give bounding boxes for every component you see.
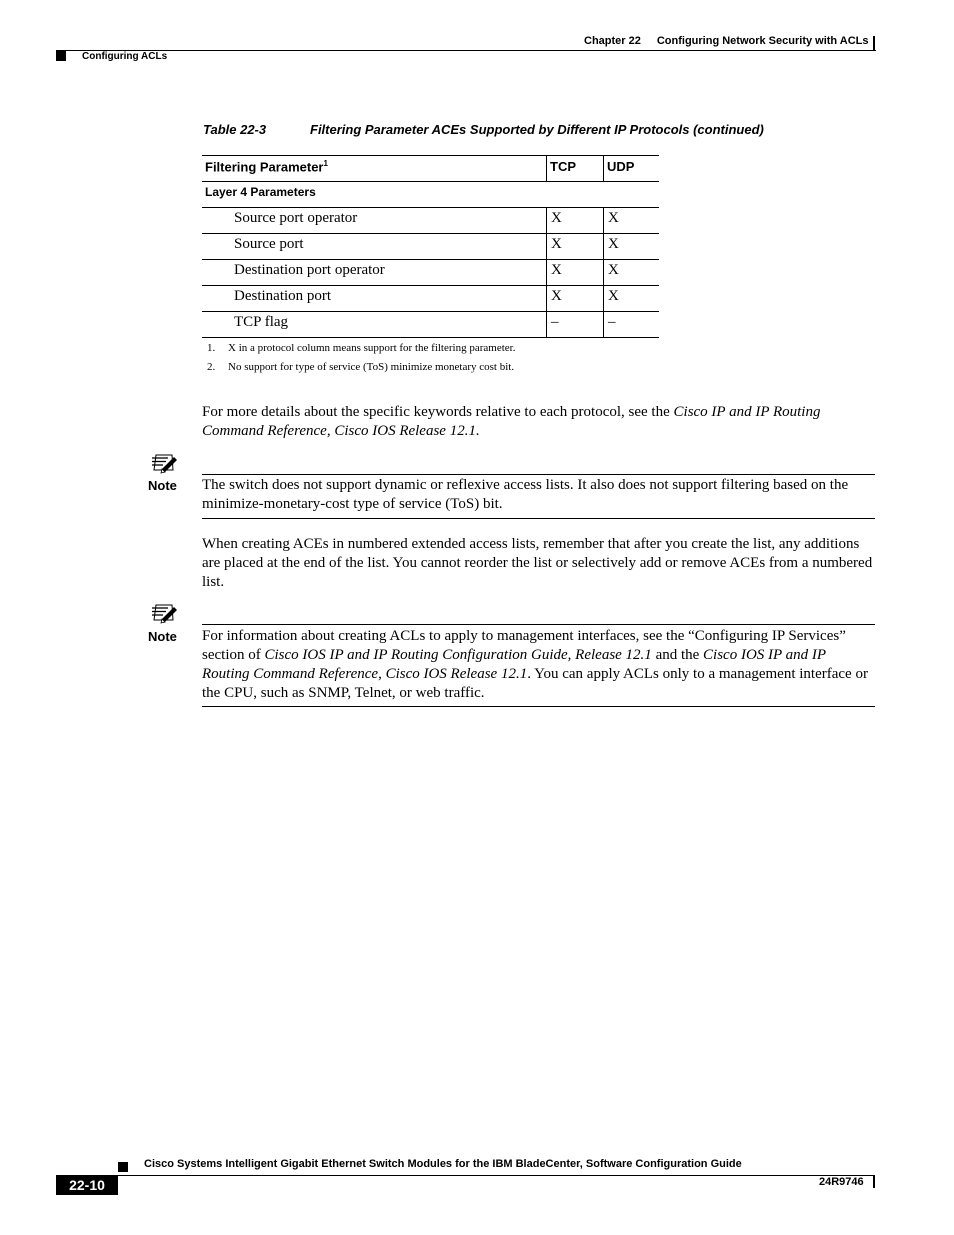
table-number: Table 22-3 [203,122,267,137]
tcp-cell: X [546,260,603,285]
pencil-note-icon [150,602,178,624]
header-rule [56,50,876,51]
table-row [202,312,659,338]
note-text: The switch does not support dynamic or reflexive access lists. It also does not support filtering based on the minimize-monetary-cost type of service (ToS) bit. [202,477,849,512]
table-footnote: 2. No support for type of service (ToS) minimize monetary cost bit. [207,361,515,373]
running-header [584,35,869,47]
note-bottom-rule [202,706,875,707]
body-paragraph: When creating ACEs in numbered extended access lists, remember that after you create the list, any additions are placed at the end of the list. You cannot reorder the list or selectively add or remove ACEs from a numbered list. [202,536,873,590]
section-title: Configuring ACLs [82,51,168,62]
header-marker [56,51,66,61]
filtering-parameter-table [202,155,659,338]
udp-cell: X [603,260,659,285]
header-tick [873,36,875,50]
chapter-number: Chapter 22 [584,35,641,47]
param-cell: Destination port [234,288,332,304]
note-label: Note [148,478,177,493]
table-row [202,286,659,312]
document-number: 24R9746 [819,1176,864,1188]
param-cell: Source port [234,236,304,252]
column-header-udp: UDP [603,156,659,181]
table-footnote: 1. X in a protocol column means support for the filtering parameter. [207,342,516,354]
udp-cell: X [603,208,659,233]
note-text: For information about creating ACLs to apply to management interfaces, see the “Configuring IP Services” section of Cisco IOS IP and IP Routing Configuration Guide, Release 12.1 and the Cisco IOS IP and IP Routing Command Reference, Cisco IOS Release 12.1. You can apply ACLs only to a management interface or the CPU, such as SNMP, Telnet, or web traffic. [202,628,868,701]
param-cell: Source port operator [234,210,358,226]
reference-title: Cisco IOS IP and IP Routing Command Reference, Cisco IOS Release 12.1 [202,647,826,682]
footer-rule [118,1175,875,1176]
reference-title: Cisco IOS IP and IP Routing Configuration Guide, Release 12.1 [264,647,652,663]
note-top-rule [202,474,875,475]
table-row [202,260,659,286]
footer-book-title: Cisco Systems Intelligent Gigabit Ethernet Switch Modules for the IBM BladeCenter, Software Configuration Guide [144,1158,742,1170]
tcp-cell: – [546,312,603,337]
body-paragraph: For more details about the specific keywords relative to each protocol, see the Cisco IP and IP Routing Command Reference, Cisco IOS Release 12.1. [202,404,821,439]
param-cell: TCP flag [234,314,289,330]
footnote-mark: 1 [323,159,328,168]
reference-title: Cisco IP and IP Routing Command Reference, Cisco IOS Release 12.1 [202,404,821,439]
table-row [202,234,659,260]
tcp-cell: X [546,208,603,233]
udp-cell: – [603,312,659,337]
udp-cell: X [603,234,659,259]
note-label: Note [148,629,177,644]
udp-cell: X [603,286,659,311]
column-header-tcp: TCP [546,156,603,181]
group-label: Layer 4 Parameters [205,185,316,199]
column-header-parameter: Filtering Parameter$^1$ [205,159,328,175]
table-group-row [202,182,659,208]
chapter-title: Configuring Network Security with ACLs [656,35,869,47]
tcp-cell: X [546,286,603,311]
table-title: Filtering Parameter ACEs Supported by Different IP Protocols (continued) [310,122,764,137]
footer-marker [118,1162,128,1172]
page-number: 22-10 [56,1175,118,1195]
footer-tick [873,1175,875,1188]
param-cell: Destination port operator [234,262,385,278]
table-row [202,208,659,234]
note-bottom-rule [202,518,875,519]
pencil-note-icon [150,452,178,474]
tcp-cell: X [546,234,603,259]
table-header-row [202,155,659,182]
note-top-rule [202,624,875,625]
